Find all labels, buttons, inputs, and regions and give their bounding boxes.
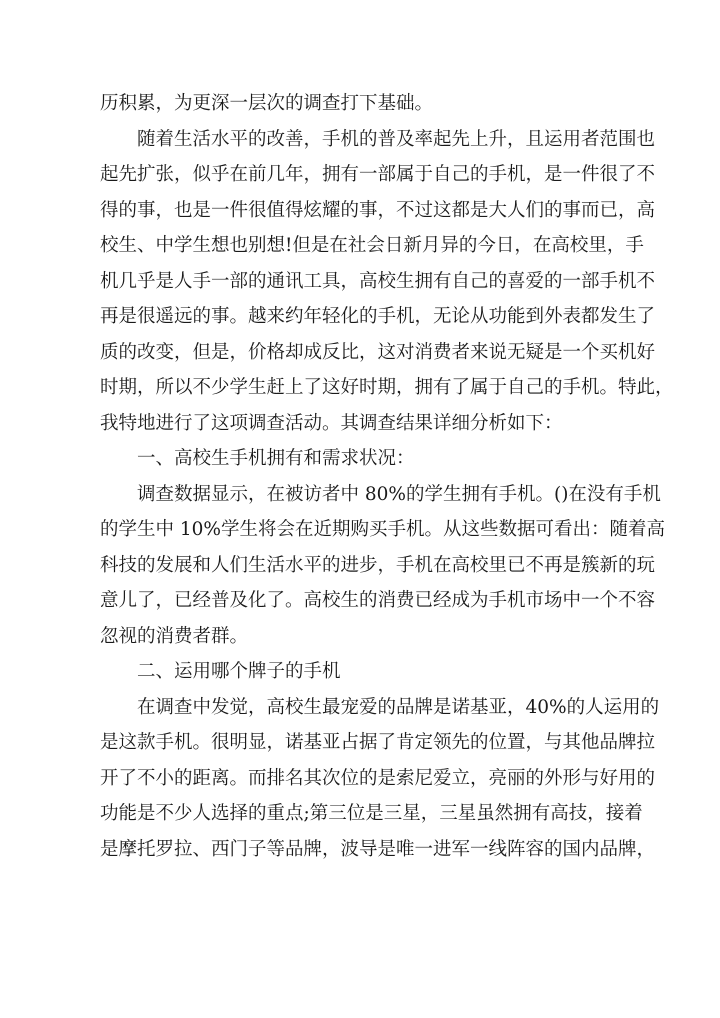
text-line: 功能是不少人选择的重点;第三位是三星，三星虽然拥有高技，接着	[100, 803, 643, 824]
text-line: 二、运用哪个牌子的手机	[137, 661, 341, 682]
text-line: 随着生活水平的改善，手机的普及率起先上升，且运用者范围也	[137, 128, 656, 150]
text-line: 质的改变，但是，价格却成反比，这对消费者来说无疑是一个买机好	[100, 341, 656, 363]
text-line: 的学生中 10%学生将会在近期购买手机。从这些数据可看出：随着高	[100, 519, 666, 540]
text-line: 历积累，为更深一层次的调查打下基础。	[100, 93, 434, 114]
text-line: 得的事，也是一件很值得炫耀的事，不过这都是大人们的事而已，高	[100, 199, 656, 221]
text-line: 时期，所以不少学生赶上了这好时期，拥有了属于自己的手机。特此，	[100, 377, 674, 398]
text-line: 校生、中学生想也别想!但是在社会日新月异的今日，在高校里，手	[100, 235, 644, 256]
text-line: 忽视的消费者群。	[100, 625, 249, 647]
text-line: 一、高校生手机拥有和需求状况：	[137, 448, 415, 469]
text-line: 意儿了，已经普及化了。高校生的消费已经成为手机市场中一个不容	[100, 590, 656, 611]
text-line: 起先扩张，似乎在前几年，拥有一部属于自己的手机，是一件很了不	[100, 164, 656, 185]
text-line: 是摩托罗拉、西门子等品牌，波导是唯一进军一线阵容的国内品牌，	[100, 838, 656, 860]
text-line: 开了不小的距离。而排名其次位的是索尼爱立，亮丽的外形与好用的	[100, 767, 656, 789]
text-line: 调查数据显示，在被访者中 80%的学生拥有手机。()在没有手机	[137, 483, 661, 505]
text-line: 再是很遥远的事。越来约年轻化的手机，无论从功能到外表都发生了	[100, 306, 656, 327]
text-line: 我特地进行了这项调查活动。其调查结果详细分析如下：	[100, 412, 563, 434]
body-text	[100, 86, 674, 867]
text-line: 在调查中发觉，高校生最宠爱的品牌是诺基亚，40%的人运用的	[137, 696, 660, 718]
text-line: 机几乎是人手一部的通讯工具，高校生拥有自己的喜爱的一部手机不	[100, 270, 656, 292]
text-line: 科技的发展和人们生活水平的进步，手机在高校里已不再是簇新的玩	[100, 554, 656, 576]
text-line: 是这款手机。很明显，诺基亚占据了肯定领先的位置，与其他品牌拉	[100, 732, 656, 753]
